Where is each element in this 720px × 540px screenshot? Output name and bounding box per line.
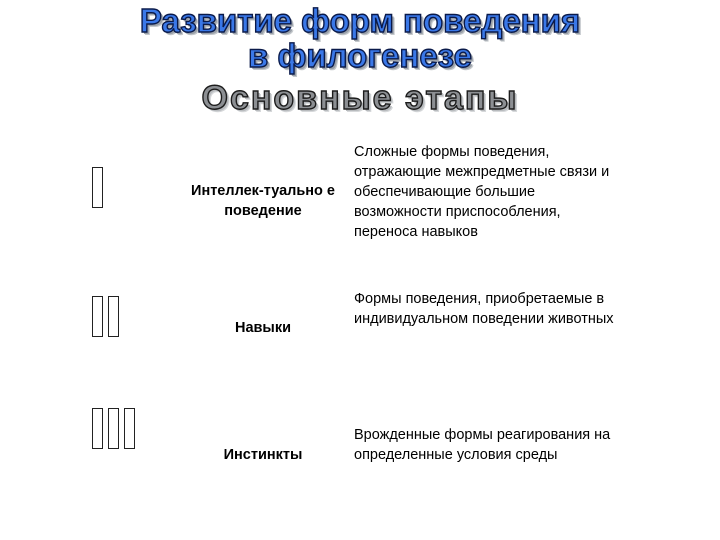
square-icon [124, 408, 135, 449]
stage-name: Инстинкты [223, 447, 303, 463]
subtitle: Основные этапы [201, 79, 519, 117]
title-line-2: в филогенезе [247, 37, 472, 74]
stage-name: Интеллек-туально е поведение [191, 183, 335, 219]
stage-marks [92, 167, 103, 208]
square-icon [108, 408, 119, 449]
stage-description: Сложные формы поведения, отражающие межпредметные связи и обеспечивающие большие возможности приспособления, переноса навыков [354, 144, 610, 240]
square-icon [92, 296, 103, 337]
stage-description: Формы поведения, приобретаемые в индивидуальном поведении животных [354, 291, 614, 327]
stage-marks [92, 296, 119, 337]
stage-name: Навыки [234, 320, 291, 336]
square-icon [108, 296, 119, 337]
square-icon [92, 408, 103, 449]
stage-description: Врожденные формы реагирования на определенные условия среды [354, 427, 611, 463]
title-line-1: Развитие форм поведения [139, 2, 581, 39]
stage-marks [92, 408, 135, 449]
square-icon [92, 167, 103, 208]
